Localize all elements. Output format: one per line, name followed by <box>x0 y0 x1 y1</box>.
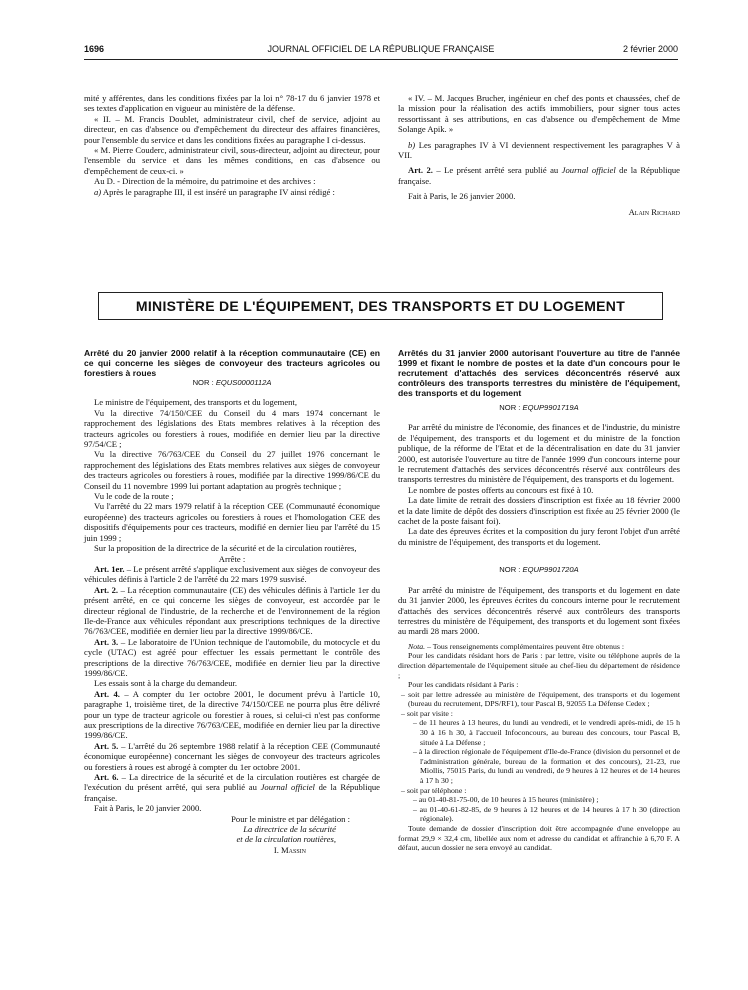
left-article <box>84 348 380 855</box>
article-4 <box>84 689 380 741</box>
list-item: – soit par téléphone : <box>401 785 467 795</box>
paragraph: « IV. – M. Jacques Brucher, ingénieur en chef des ponts et chaussées, chef de la mission pour la réalisation des actifs immobiliers, pour signer tous actes ressortissant à ses attributions, en cas d'absence ou d'empêchement de Mme Solange Apik. » <box>398 93 680 135</box>
role-line: La directrice de la sécurité <box>243 824 336 835</box>
list-item: – soit par lettre adressée au ministère de l'équipement, des transports et du logement (bureau du recrutement, DPS/RF1), tour Pascal B, 92055 La Défense Cedex ; <box>401 689 680 709</box>
paragraph: Vu l'arrêté du 22 mars 1979 relatif à la réception CEE (Communauté économique européenne) des tracteurs agricoles ou forestiers à roues et l'homologation CEE des dispositifs d'équipements pour ces tracteurs, modifié en dernier lieu par l'arrêté du 15 juin 1999 ; <box>84 501 380 543</box>
item-label: a) <box>94 186 102 197</box>
nor-label: NOR : <box>499 403 521 412</box>
nor-label: NOR : <box>499 565 521 575</box>
article-title: Arrêté du 20 janvier 2000 relatif à la réception communautaire (CE) en ce qui concerne les sièges de convoyeur des tracteurs agricoles ou forestiers à roues <box>84 348 380 378</box>
contact-list <box>398 690 680 824</box>
article-text: – Le laboratoire de l'Union technique de l'automobile, du motocycle et du cycle (UTAC) est agréé pour effectuer les essais permettant le contrôle des prescriptions de la directive 76/763/CEE, modifiée en dernier lieu par la directive 1999/86/CE. <box>84 636 381 678</box>
article-text: de la République française. <box>398 165 680 186</box>
paragraph: mité y afférentes, dans les conditions fixées par la loi n° 78-17 du 6 janvier 1978 et ses textes d'application en vigueur au ministère de la défense. <box>84 93 380 114</box>
paragraph-text: Après le paragraphe III, il est inséré un paragraphe IV ainsi rédigé : <box>102 186 335 197</box>
article-label: Art. 6. <box>94 772 119 783</box>
article-text: – Le présent arrêté sera publié au <box>436 165 559 176</box>
done-at: Fait à Paris, le 20 janvier 2000. <box>94 803 202 814</box>
article-text: – La directrice de la sécurité et de la circulation routières est chargée de l'exécution du présent arrêté, qui sera publié au <box>84 772 380 793</box>
nor-reference <box>84 378 380 388</box>
right-article <box>398 348 680 853</box>
nor-code: EQUP9901720A <box>522 565 579 575</box>
article-label: Art. 4. <box>94 688 120 699</box>
paragraph: Au D. - Direction de la mémoire, du patrimoine et des archives : <box>94 176 316 187</box>
journal-name: Journal officiel <box>260 782 315 793</box>
paragraph: Sur la proposition de la directrice de la sécurité et de la circulation routières, <box>94 543 357 554</box>
article-label: Art. 1er. <box>94 563 125 574</box>
delegation: Pour le ministre et par délégation : <box>231 813 350 824</box>
article-3 <box>84 637 380 679</box>
article-title: Arrêtés du 31 janvier 2000 autorisant l'ouverture au titre de l'année 1999 et fixant le nombre de postes et la date d'un concours pour le recrutement d'attachés des services déconcentrés réservé aux contrôleurs des transports terrestres du ministère de l'équipement, des transports et du logement <box>398 348 680 398</box>
list-item: – au 01-40-61-82-85, de 9 heures à 12 heures et de 14 heures à 17 h 30 (direction régionale). <box>413 804 680 824</box>
list-item: – de 11 heures à 13 heures, du lundi au vendredi, et le vendredi après-midi, de 15 h 30 à 16 h 30, à l'accueil Infoconcours, au bureau des concours, tour Pascal B, située à La Défense ; <box>413 718 680 747</box>
paragraph <box>84 187 380 197</box>
list-item: – au 01-40-81-75-00, de 10 heures à 15 heures (ministère) ; <box>413 795 599 805</box>
paragraph: Pour les candidats résidant à Paris : <box>408 680 519 690</box>
paragraph: Par arrêté du ministre de l'équipement, des transports et du logement en date du 31 janvier 2000, les épreuves écrites du concours interne pour le recrutement d'attachés des services déconcentrés réservé aux contrôleurs des transports terrestres du ministère de l'équipement, des transports et du logement sont fixées au mardi 28 mars 2000. <box>398 584 680 637</box>
signatory-role <box>84 834 336 844</box>
article-text: – L'arrêté du 26 septembre 1988 relatif à la réception CEE (Communauté économique européenne) concernant les sièges de convoyeur des tracteurs agricoles ou forestiers à roues est abrogé à compter du 1er octobre 2001. <box>84 740 381 772</box>
paragraph: Par arrêté du ministre de l'économie, des finances et de l'industrie, du ministre de l'équipement, des transports et du logement et du ministre de la fonction publique, de la réforme de l'Etat et de la décentralisation en date du 31 janvier 2000, est autorisée l'ouverture au titre de l'année 1999 d'un concours interne pour le recrutement d'attachés des services déconcentrés réservé aux contrôleurs des transports terrestres du ministère de l'équipement, des transports et du logement. <box>398 422 680 485</box>
article-6 <box>84 772 380 803</box>
article-5 <box>84 741 380 772</box>
journal-name: Journal officiel <box>561 165 616 176</box>
paragraph: Le nombre de postes offerts au concours est fixé à 10. <box>408 484 594 495</box>
paragraph: Pour les candidats résidant hors de Paris : par lettre, visite ou téléphone auprès de la direction départementale de l'équipement située au chef-lieu du département de résidence ; <box>398 651 680 680</box>
header-rule <box>84 59 678 60</box>
article-2 <box>398 165 680 186</box>
page-number: 1696 <box>84 44 105 54</box>
paragraph-text: Les paragraphes IV à VI deviennent respectivement les paragraphes V à VII. <box>398 139 680 161</box>
nor-code: EQUS0000112A <box>215 378 272 387</box>
list-item: – à la direction régionale de l'équipement d'Ile-de-France (division du personnel et de l'administration générale, bureau de la formation et des concours), 21-23, rue Miollis, 75015 Paris, du lundi au vendredi, de 9 heures à 12 heures et de 14 heures à 17 h 30 ; <box>413 747 680 786</box>
article-label: Art. 2. <box>408 165 433 176</box>
item-label: b) <box>408 139 416 150</box>
signature: Alain Richard <box>628 206 680 217</box>
paragraph: Vu la directive 74/150/CEE du Conseil du 4 mars 1974 concernant le rapprochement des législations des Etats membres relatives à la réception des tracteurs agricoles ou forestiers à roues, modifiée en dernier lieu par la directive 97/54/CE ; <box>84 407 380 450</box>
nor-label: NOR : <box>192 378 214 387</box>
paragraph: Les essais sont à la charge du demandeur. <box>94 678 238 689</box>
paragraph <box>398 140 680 161</box>
nor-reference <box>398 403 680 413</box>
issue-date: 2 février 2000 <box>622 44 678 54</box>
top-left-column <box>84 93 380 197</box>
paragraph: La date limite de retrait des dossiers d'inscription est fixée au 18 février 2000 et la date limite de dépôt des dossiers d'inscription est fixée au 25 février 2000 (le cachet de la poste faisant foi). <box>398 495 680 527</box>
paragraph: Vu la directive 76/763/CEE du Conseil du 27 juillet 1976 concernant le rapprochement des législations des Etats membres relatives aux sièges de convoyeur des tracteurs agricoles ou forestiers à roues, modifiée par la directive 1999/86/CE du Conseil du 11 novembre 1999 lui portant adaptation au progrès technique ; <box>84 449 380 491</box>
paragraph: « II. – M. Francis Doublet, administrateur civil, chef de service, adjoint au directeur, en cas d'absence ou d'empêchement du directeur des affaires financières, pour l'ensemble du service et dans les conditions fixées au paragraphe I ci-dessus. <box>84 113 380 145</box>
paragraph: Le ministre de l'équipement, des transports et du logement, <box>94 397 297 408</box>
role-line: et de la circulation routières, <box>236 834 336 845</box>
note-text: – Tous renseignements complémentaires peuvent être obtenus : <box>427 641 625 651</box>
journal-title: JOURNAL OFFICIEL DE LA RÉPUBLIQUE FRANÇAISE <box>267 44 495 54</box>
nor-reference <box>398 565 680 575</box>
top-right-column <box>398 93 680 217</box>
paragraph: La date des épreuves écrites et la composition du jury feront l'objet d'un arrêté du ministre de l'équipement, des transports et du logement. <box>398 526 680 547</box>
note-label: Nota. <box>408 641 426 651</box>
paragraph: Toute demande de dossier d'inscription doit être accompagnée d'une enveloppe au format 29,9 × 32,4 cm, libellée aux nom et adresse du candidat et affranchie à 6,70 F. A défaut, aucun dossier ne sera envoyé au candidat. <box>398 824 680 853</box>
article-text: de la République française. <box>84 782 380 803</box>
article-text: – A compter du 1er octobre 2001, le document prévu à l'article 10, paragraphe 1, troisième tiret, de la directive 74/150/CEE ne pourra plus être délivré pour un type de tracteur agricole ou forestier à roues, si celui-ci n'est pas conforme aux prescriptions de la directive 76/763/CEE, modifiée en dernier lieu par la directive 1999/86/CE. <box>84 688 381 741</box>
article-label: Art. 3. <box>94 636 119 647</box>
done-at: Fait à Paris, le 26 janvier 2000. <box>408 191 516 202</box>
paragraph: « M. Pierre Couderc, administrateur civil, sous-directeur, adjoint au directeur, pour l'ensemble du service et dans les mêmes conditions, en cas d'absence ou d'empêchement de ceux-ci. » <box>84 145 380 176</box>
list-item: – soit par visite : <box>401 708 453 718</box>
signatory-role <box>84 824 336 834</box>
note-heading <box>398 642 680 652</box>
article-1 <box>84 564 380 585</box>
nor-code: EQUP9901719A <box>522 403 579 412</box>
ministry-heading: MINISTÈRE DE L'ÉQUIPEMENT, DES TRANSPORTS ET DU LOGEMENT <box>98 292 663 320</box>
page-header <box>84 44 678 58</box>
article-label: Art. 5. <box>94 740 119 751</box>
article-text: – La réception communautaire (CE) des véhicules définis à l'article 1er du présent arrêté, en ce qui concerne les sièges de convoyeur, est accordée par le directeur régional de l'industrie, de la recherche et de l'environnement de la région Ile-de-France aux véhicules répondant aux prescriptions techniques de la directive 76/763/CEE, modifiée en dernier lieu par la directive 1999/86/CE. <box>84 584 381 637</box>
paragraph: Vu le code de la route ; <box>94 491 174 502</box>
article-label: Art. 2. <box>94 584 119 595</box>
article-text: – Le présent arrêté s'applique exclusivement aux sièges de convoyeur des véhicules définis à l'article 2 de l'arrêté du 22 mars 1979 susvisé. <box>84 563 380 585</box>
article-2 <box>84 585 380 637</box>
note-block <box>398 642 680 853</box>
arrete-heading: Arrête : <box>218 553 246 564</box>
signature: I. Massin <box>273 844 306 855</box>
